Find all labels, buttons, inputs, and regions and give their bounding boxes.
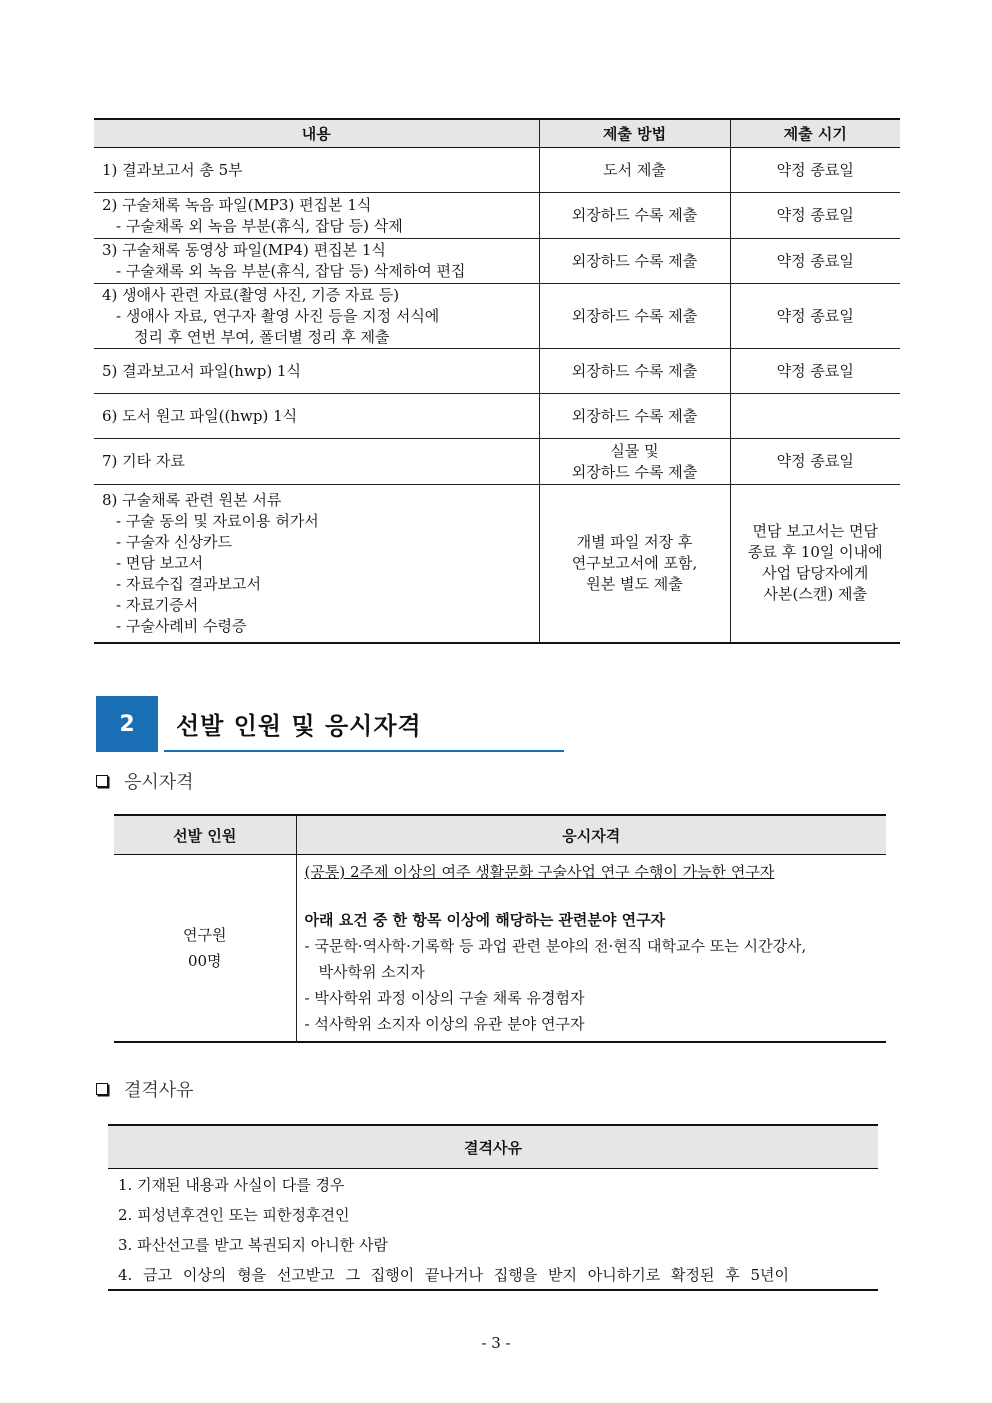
header-disqualification: 결격사유 (108, 1125, 878, 1169)
header-people: 선발 인원 (114, 815, 296, 855)
cell-method: 외장하드 수록 제출 (539, 193, 730, 239)
qualification-table (114, 814, 886, 1043)
cell-method: 실물 및 외장하드 수록 제출 (539, 439, 730, 485)
cell-timing: 약정 종료일 (730, 148, 900, 193)
cell-content: 6) 도서 원고 파일((hwp) 1식 (94, 394, 539, 439)
table-row (94, 148, 900, 193)
cell-qualification: (공통) 2주제 이상의 여주 생활문화 구술사업 연구 수행이 가능한 연구자 아래 요건 중 한 항목 이상에 해당하는 관련분야 연구자 - 국문학·역사학·기록학 등 과업 관련 분야의 전·현직 대학교수 또는 시간강사, 박사학위 소지자 - 박사학위 과정 이상의 구술 채록 유경험자 - 석사학위 소지자 이상의 유관 분야 연구자 (296, 855, 886, 1043)
checkbox-bullet-icon (96, 1083, 108, 1095)
table-row (108, 1169, 878, 1200)
cell-content: 8) 구술채록 관련 원본 서류 - 구술 동의 및 자료이용 허가서 - 구술자 신상카드 - 면담 보고서 - 자료수집 결과보고서 - 자료기증서 - 구술사례비 수령증 (94, 485, 539, 643)
cell-method: 외장하드 수록 제출 (539, 239, 730, 284)
subheading-disqualification: 결격사유 (96, 1076, 194, 1102)
table-row (108, 1199, 878, 1229)
cell-timing: 약정 종료일 (730, 439, 900, 485)
table-row (94, 485, 900, 643)
checkbox-bullet-icon (96, 775, 108, 787)
cell-content: 7) 기타 자료 (94, 439, 539, 485)
list-item: 2. 피성년후견인 또는 피한정후견인 (118, 1205, 350, 1224)
cell-timing: 면담 보고서는 면담 종료 후 10일 이내에 사업 담당자에게 사본(스캔) 제출 (730, 485, 900, 643)
header-qualification: 응시자격 (296, 815, 886, 855)
table-row (94, 349, 900, 394)
subheading-qualification: 응시자격 (96, 768, 194, 794)
cell-method: 외장하드 수록 제출 (539, 284, 730, 349)
header-method: 제출 방법 (539, 119, 730, 148)
submission-table (94, 118, 900, 644)
cell-timing: 약정 종료일 (730, 349, 900, 394)
cell-content: 1) 결과보고서 총 5부 (94, 148, 539, 193)
cell-content: 4) 생애사 관련 자료(촬영 사진, 기증 자료 등) - 생애사 자료, 연구자 촬영 사진 등을 지정 서식에 정리 후 연번 부여, 폴더별 정리 후 제출 (94, 284, 539, 349)
table-row (108, 1229, 878, 1259)
section-number-badge: 2 (96, 696, 158, 752)
table-row (94, 394, 900, 439)
cell-method: 도서 제출 (539, 148, 730, 193)
list-item: 3. 파산선고를 받고 복권되지 아니한 사람 (118, 1235, 388, 1254)
cell-method: 외장하드 수록 제출 (539, 349, 730, 394)
table-row (108, 1259, 878, 1290)
section-title: 선발 인원 및 응시자격 (176, 712, 422, 740)
cell-timing: 약정 종료일 (730, 193, 900, 239)
cell-timing: 약정 종료일 (730, 239, 900, 284)
header-content: 내용 (94, 119, 539, 148)
cell-timing (730, 394, 900, 439)
table-row (94, 239, 900, 284)
table-row (94, 439, 900, 485)
cell-content: 2) 구술채록 녹음 파일(MP3) 편집본 1식 - 구술채록 외 녹음 부분(휴식, 잡담 등) 삭제 (94, 193, 539, 239)
header-timing: 제출 시기 (730, 119, 900, 148)
disqualification-table (108, 1124, 878, 1291)
list-item: 4. 금고 이상의 형을 선고받고 그 집행이 끝나거나 집행을 받지 아니하기로 확정된 후 5년이 (108, 1259, 878, 1290)
cell-people: 연구원 00명 (114, 855, 296, 1043)
section-title-underline (164, 750, 564, 752)
table-row (114, 855, 886, 1043)
page-number: - 3 - (481, 1334, 511, 1352)
table-row (94, 284, 900, 349)
cell-method: 외장하드 수록 제출 (539, 394, 730, 439)
cell-content: 5) 결과보고서 파일(hwp) 1식 (94, 349, 539, 394)
cell-content: 3) 구술채록 동영상 파일(MP4) 편집본 1식 - 구술채록 외 녹음 부분(휴식, 잡담 등) 삭제하여 편집 (94, 239, 539, 284)
cell-timing: 약정 종료일 (730, 284, 900, 349)
table-header-row (108, 1125, 878, 1169)
list-item: 1. 기재된 내용과 사실이 다를 경우 (118, 1175, 345, 1194)
cell-method: 개별 파일 저장 후 연구보고서에 포함, 원본 별도 제출 (539, 485, 730, 643)
table-header-row (114, 815, 886, 855)
table-row (94, 193, 900, 239)
table-header-row (94, 119, 900, 148)
